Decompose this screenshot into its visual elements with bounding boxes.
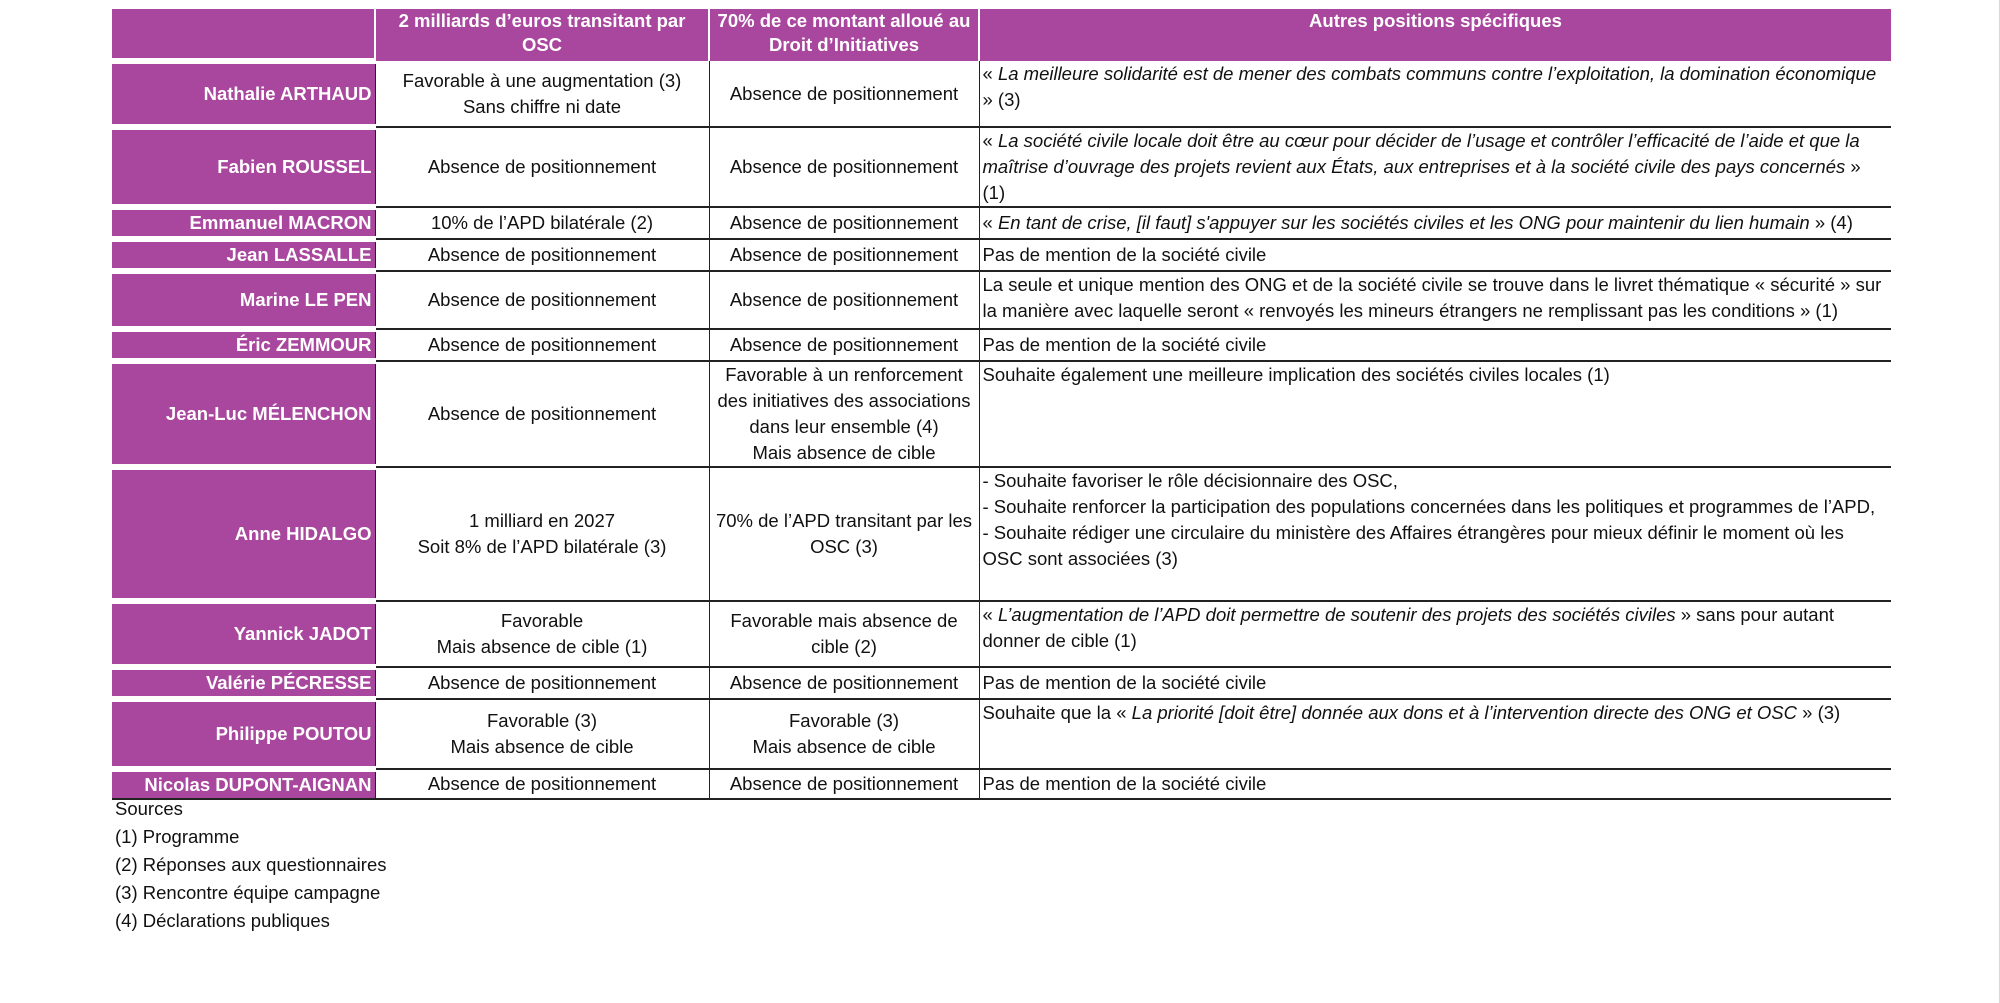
header-row bbox=[112, 9, 1891, 61]
cell-line: Absence de positionnement bbox=[729, 773, 959, 794]
text-plain: Pas de mention de la société civile bbox=[982, 672, 1267, 693]
text-plain: » (1) bbox=[982, 156, 1861, 203]
cell-autres-positions bbox=[979, 329, 1891, 361]
cell-osc-amount bbox=[375, 239, 709, 271]
sources-block bbox=[115, 795, 387, 935]
cell-osc-amount bbox=[375, 601, 709, 667]
cell-autres-positions bbox=[979, 239, 1891, 271]
cell-autres-positions bbox=[979, 601, 1891, 667]
text-plain: Pas de mention de la société civile bbox=[982, 244, 1267, 265]
cell-osc-amount bbox=[375, 667, 709, 699]
cell-line: Absence de positionnement bbox=[427, 773, 657, 794]
text-plain: Pas de mention de la société civile bbox=[982, 334, 1267, 355]
cell-osc-amount bbox=[375, 207, 709, 239]
source-item: (4) Déclarations publiques bbox=[115, 910, 330, 931]
cell-droit-initiatives bbox=[709, 127, 979, 207]
text-plain: Souhaite que la « bbox=[982, 702, 1132, 723]
text-plain: La seule et unique mention des ONG et de la société civile se trouve dans le livret thématique « sécurité » sur la manière avec laquelle seront « renvoyés les mineurs étrangers ne remplissant pas les conditions » (1) bbox=[982, 274, 1882, 321]
cell-autres-positions bbox=[979, 207, 1891, 239]
candidate-name: Marine LE PEN bbox=[112, 271, 375, 329]
cell-line: Soit 8% de l’APD bilatérale (3) bbox=[417, 536, 667, 557]
cell-line: 70% de l’APD transitant par les OSC (3) bbox=[715, 510, 973, 557]
source-item: (2) Réponses aux questionnaires bbox=[115, 854, 387, 875]
text-plain: » (4) bbox=[1809, 212, 1853, 233]
text-plain: » (3) bbox=[982, 89, 1021, 110]
text-plain: Pas de mention de la société civile bbox=[982, 773, 1267, 794]
table-row bbox=[112, 61, 1891, 127]
cell-line: 1 milliard en 2027 bbox=[468, 510, 616, 531]
cell-droit-initiatives bbox=[709, 61, 979, 127]
table-row bbox=[112, 127, 1891, 207]
cell-line: Absence de positionnement bbox=[729, 289, 959, 310]
cell-autres-positions bbox=[979, 361, 1891, 467]
table-row bbox=[112, 467, 1891, 601]
candidate-name: Philippe POUTOU bbox=[112, 699, 375, 769]
cell-osc-amount bbox=[375, 467, 709, 601]
cell-line: Absence de positionnement bbox=[729, 212, 959, 233]
cell-osc-amount bbox=[375, 127, 709, 207]
header-autres-positions: Autres positions spécifiques bbox=[979, 9, 1891, 61]
candidate-name: Nathalie ARTHAUD bbox=[112, 61, 375, 127]
candidate-name: Jean LASSALLE bbox=[112, 239, 375, 271]
table-row bbox=[112, 361, 1891, 467]
cell-droit-initiatives bbox=[709, 207, 979, 239]
cell-line: Favorable bbox=[500, 610, 584, 631]
cell-line: - Souhaite rédiger une circulaire du ministère des Affaires étrangères pour mieux définir le moment où les OSC sont associées (3) bbox=[982, 522, 1844, 569]
cell-osc-amount bbox=[375, 699, 709, 769]
cell-line: Favorable à un renforcement des initiatives des associations dans leur ensemble (4) bbox=[717, 364, 971, 437]
text-quote: La meilleure solidarité est de mener des combats communs contre l’exploitation, la domination économique bbox=[997, 63, 1877, 84]
cell-line: Absence de positionnement bbox=[427, 403, 657, 424]
text-plain: « bbox=[982, 604, 998, 625]
cell-line: - Souhaite favoriser le rôle décisionnaire des OSC, bbox=[982, 470, 1398, 491]
cell-line: - Souhaite renforcer la participation des populations concernées dans les politiques et programmes de l’APD, bbox=[982, 496, 1876, 517]
cell-line: Absence de positionnement bbox=[729, 82, 959, 104]
text-quote: L’augmentation de l’APD doit permettre de soutenir des projets des sociétés civiles bbox=[997, 604, 1676, 625]
table-row bbox=[112, 207, 1891, 239]
header-corner bbox=[112, 9, 375, 61]
cell-droit-initiatives bbox=[709, 239, 979, 271]
table-row bbox=[112, 329, 1891, 361]
text-quote: La société civile locale doit être au cœur pour décider de l’usage et contrôler l’efficacité de l’aide et que la maîtrise d’ouvrage des projets revient aux États, aux entreprises et à la société civile des pays concernés bbox=[982, 130, 1860, 177]
cell-line: Sans chiffre ni date bbox=[462, 95, 622, 117]
text-plain: Souhaite également une meilleure implication des sociétés civiles locales (1) bbox=[982, 364, 1610, 385]
candidate-name: Fabien ROUSSEL bbox=[112, 127, 375, 207]
cell-osc-amount bbox=[375, 361, 709, 467]
cell-line: Mais absence de cible (1) bbox=[436, 636, 648, 657]
cell-line: Absence de positionnement bbox=[427, 289, 657, 310]
cell-line: Absence de positionnement bbox=[427, 244, 657, 265]
candidate-name: Valérie PÉCRESSE bbox=[112, 667, 375, 699]
cell-droit-initiatives bbox=[709, 769, 979, 799]
cell-droit-initiatives bbox=[709, 601, 979, 667]
text-plain: » (3) bbox=[1797, 702, 1841, 723]
cell-droit-initiatives bbox=[709, 271, 979, 329]
text-plain: » sans pour autant donner de cible (1) bbox=[982, 604, 1834, 651]
cell-line: Absence de positionnement bbox=[729, 672, 959, 693]
source-item: (3) Rencontre équipe campagne bbox=[115, 882, 381, 903]
text-plain: « bbox=[982, 130, 998, 151]
cell-droit-initiatives bbox=[709, 699, 979, 769]
cell-autres-positions bbox=[979, 699, 1891, 769]
cell-autres-positions bbox=[979, 769, 1891, 799]
table-row bbox=[112, 239, 1891, 271]
cell-autres-positions bbox=[979, 667, 1891, 699]
text-quote: La priorité [doit être] donnée aux dons et à l’intervention directe des ONG et OSC bbox=[1131, 702, 1797, 723]
candidate-name: Anne HIDALGO bbox=[112, 467, 375, 601]
text-plain: « bbox=[982, 63, 998, 84]
cell-line: Mais absence de cible bbox=[450, 736, 634, 757]
header-osc: 2 milliards d’euros transitant par OSC bbox=[375, 9, 709, 61]
cell-line: Absence de positionnement bbox=[729, 334, 959, 355]
candidate-name: Emmanuel MACRON bbox=[112, 207, 375, 239]
cell-line: Mais absence de cible bbox=[752, 736, 936, 757]
cell-autres-positions bbox=[979, 467, 1891, 601]
cell-droit-initiatives bbox=[709, 667, 979, 699]
cell-osc-amount bbox=[375, 769, 709, 799]
cell-line: 10% de l’APD bilatérale (2) bbox=[430, 212, 654, 233]
table-row bbox=[112, 601, 1891, 667]
table-row bbox=[112, 667, 1891, 699]
cell-droit-initiatives bbox=[709, 467, 979, 601]
cell-autres-positions bbox=[979, 61, 1891, 127]
cell-droit-initiatives bbox=[709, 361, 979, 467]
cell-line: Absence de positionnement bbox=[427, 334, 657, 355]
table-row bbox=[112, 699, 1891, 769]
cell-line: Favorable (3) bbox=[486, 710, 597, 731]
text-quote: En tant de crise, [il faut] s'appuyer sur les sociétés civiles et les ONG pour maintenir du lien humain bbox=[997, 212, 1810, 233]
cell-line: Mais absence de cible bbox=[752, 442, 936, 463]
cell-osc-amount bbox=[375, 271, 709, 329]
cell-line: Favorable à une augmentation (3) bbox=[402, 69, 682, 91]
table-row bbox=[112, 271, 1891, 329]
header-droit-initiatives: 70% de ce montant alloué au Droit d’Initiatives bbox=[709, 9, 979, 61]
candidate-name: Nicolas DUPONT-AIGNAN bbox=[112, 769, 375, 799]
cell-autres-positions bbox=[979, 271, 1891, 329]
cell-osc-amount bbox=[375, 61, 709, 127]
cell-line: Favorable mais absence de cible (2) bbox=[730, 610, 958, 657]
cell-autres-positions bbox=[979, 127, 1891, 207]
cell-line: Absence de positionnement bbox=[729, 244, 959, 265]
candidate-name: Yannick JADOT bbox=[112, 601, 375, 667]
sources-title: Sources bbox=[115, 798, 183, 819]
candidates-table bbox=[112, 9, 1891, 800]
cell-osc-amount bbox=[375, 329, 709, 361]
text-plain: « bbox=[982, 212, 998, 233]
cell-line: Absence de positionnement bbox=[729, 156, 959, 177]
cell-line: Favorable (3) bbox=[788, 710, 899, 731]
candidate-name: Jean-Luc MÉLENCHON bbox=[112, 361, 375, 467]
cell-line: Absence de positionnement bbox=[427, 672, 657, 693]
cell-line: Absence de positionnement bbox=[427, 156, 657, 177]
source-item: (1) Programme bbox=[115, 826, 240, 847]
candidate-name: Éric ZEMMOUR bbox=[112, 329, 375, 361]
cell-droit-initiatives bbox=[709, 329, 979, 361]
